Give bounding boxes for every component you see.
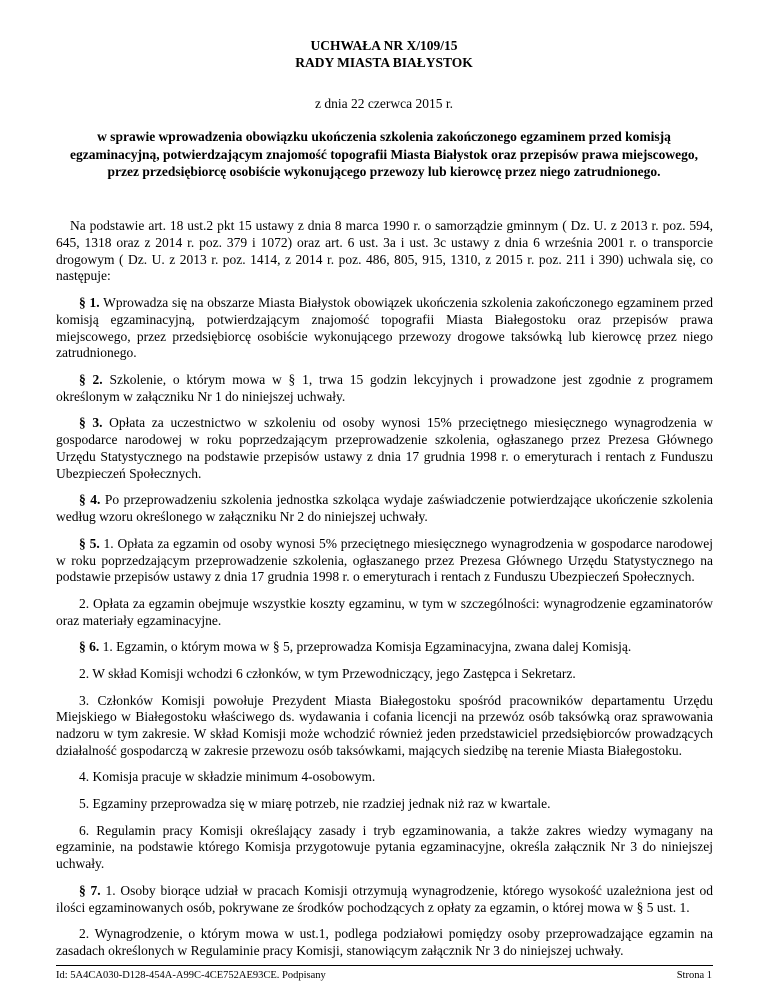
paragraph-text: Opłata za uczestnictwo w szkoleniu od osoby wynosi 15% przeciętnego miesięcznego wynagrodzenia w gospodarce narodowej w roku poprzedzającym przeprowadzenie szkolenia, ogłaszanego przez Prezesa Głównego Urzędu Statystycznego na podstawie przepisów ustawy z dnia 17 grudnia 1998 r. o emeryturach i rentach z Funduszu Ubezpieczeń Społecznych. [56,415,713,481]
paragraph-mark: § 4. [79,492,101,508]
paragraph-text: 4. Komisja pracuje w składzie minimum 4-osobowym. [79,769,376,785]
paragraph [56,796,713,813]
paragraph-text: Po przeprowadzeniu szkolenia jednostka szkoląca wydaje zaświadczenie potwierdzające ukończenie szkolenia według wzoru określonego w załączniku Nr 2 do niniejszej uchwały. [56,492,713,525]
paragraph-text: Szkolenie, o którym mowa w § 1, trwa 15 godzin lekcyjnych i prowadzone jest zgodnie z programem określonym w załączniku Nr 1 do niniejszej uchwały. [56,371,713,404]
paragraph-text: 2. Wynagrodzenie, o którym mowa w ust.1, podlega podziałowi pomiędzy osoby przeprowadzające egzamin na zasadach określonych w Regulaminie pracy Komisji, stanowiącym załącznik Nr 3 do niniejszej uchwały. [56,926,713,959]
paragraph-list [56,295,713,960]
paragraph [56,639,713,656]
document-id: Id: 5A4CA030-D128-454A-A99C-4CE752AE93CE. Podpisany [56,970,326,981]
resolution-subject: w sprawie wprowadzenia obowiązku ukończenia szkolenia zakończonego egzaminem przed komisją egzaminacyjną, potwierdzającym znajomość topografii Miasta Białystok oraz przepisów prawa miejscowego, przez przedsiębiorcę osobiście wykonującego przewozy lub kierowcę przez niego zatrudnionego. [70,129,699,179]
preamble: Na podstawie art. 18 ust.2 pkt 15 ustawy z dnia 8 marca 1990 r. o samorządzie gminnym ( Dz. U. z 2013 r. poz. 594, 645, 1318 oraz z 2014 r. poz. 379 i 1072) oraz art. 6 ust. 3a i ust. 3c ustawy z dnia 6 września 2001 r. o transporcie drogowym ( Dz. U. z 2013 r. poz. 1414, z 2014 r. poz. 486, 805, 915, 1310, z 2015 r. poz. 211 i 390) uchwala się, co następuje: [56,218,713,284]
paragraph-text: 6. Regulamin pracy Komisji określający zasady i tryb egzaminowania, a także zakres wiedzy wymagany na egzaminie, na podstawie którego Komisja przygotowuje pytania egzaminacyjne, określa załącznik Nr 3 do niniejszej uchwały. [56,822,713,872]
footer-divider [56,965,713,966]
paragraph-mark: § 1. [79,294,100,310]
paragraph [56,666,713,683]
paragraph [56,926,713,960]
paragraph-mark: § 6. [79,639,100,655]
paragraph-text: 1. Osoby biorące udział w pracach Komisji otrzymują wynagrodzenie, którego wysokość uzależniona jest od ilości egzaminowanych osób, pokrywane ze środków pochodzących z opłaty za egzamin, o której mowa w § 5 ust. 1. [56,882,714,915]
paragraph-text: Wprowadza się na obszarze Miasta Białystok obowiązek ukończenia szkolenia zakończonego egzaminem przed komisją egzaminacyjną, potwierdzającym znajomość topografii Miasta Białegostoku oraz przepisów prawa miejscowego, przez przedsiębiorcę osobiście wykonującego przewozy drogowe taksówką lub kierowcę przez niego zatrudnionego. [56,294,714,361]
paragraph-mark: § 3. [79,415,103,431]
paragraph-mark: § 5. [79,535,100,551]
paragraph [56,415,713,482]
paragraph-text: 1. Egzamin, o którym mowa w § 5, przeprowadza Komisja Egzaminacyjna, zwana dalej Komisją. [99,639,632,655]
paragraph-text: 1. Opłata za egzamin od osoby wynosi 5% przeciętnego miesięcznego wynagrodzenia w gospodarce narodowej w roku poprzedzającym przeprowadzenie szkolenia, ogłaszanego przez Prezesa Głównego Urzędu Statystycznego na podstawie przepisów ustawy z dnia 17 grudnia 1998 r. o emeryturach i rentach z Funduszu Ubezpieczeń Społecznych. [56,535,714,585]
paragraph-text: 3. Członków Komisji powołuje Prezydent Miasta Białegostoku spośród pracowników departamentu Urzędu Miejskiego w Białegostoku właściwego ds. wydawania i cofania licencji na przewóz osób taksówką oraz sprawowania nadzoru w tym zakresie. W skład Komisji może wchodzić również jeden przedstawiciel przedsiębiorców prowadzących działalność gospodarczą w zakresie przewozu osób taksówkami, mających siedzibę na terenie Miasta Białegostoku. [56,692,713,758]
resolution-number: UCHWAŁA NR X/109/15 [310,38,458,53]
paragraph [56,492,713,526]
paragraph [56,883,713,917]
page-number: Strona 1 [676,970,712,981]
paragraph-mark: § 2. [79,371,103,387]
paragraph-mark: § 7. [79,882,101,898]
paragraph [56,596,713,630]
paragraph-text: 5. Egzaminy przeprowadza się w miarę potrzeb, nie rzadziej jednak niż raz w kwartale. [79,796,551,812]
paragraph [56,536,713,586]
paragraph-text: 2. W skład Komisji wchodzi 6 członków, w tym Przewodniczący, jego Zastępca i Sekretarz. [79,665,576,681]
council-name: RADY MIASTA BIAŁYSTOK [295,55,473,70]
paragraph [56,769,713,786]
resolution-body [56,218,713,970]
paragraph [56,693,713,760]
paragraph [56,295,713,362]
paragraph [56,372,713,406]
paragraph [56,823,713,873]
paragraph-text: 2. Opłata za egzamin obejmuje wszystkie koszty egzaminu, w tym w szczególności: wynagrodzenie egzaminatorów oraz materiały egzaminacyjne. [56,595,713,628]
resolution-date: z dnia 22 czerwca 2015 r. [315,96,453,111]
